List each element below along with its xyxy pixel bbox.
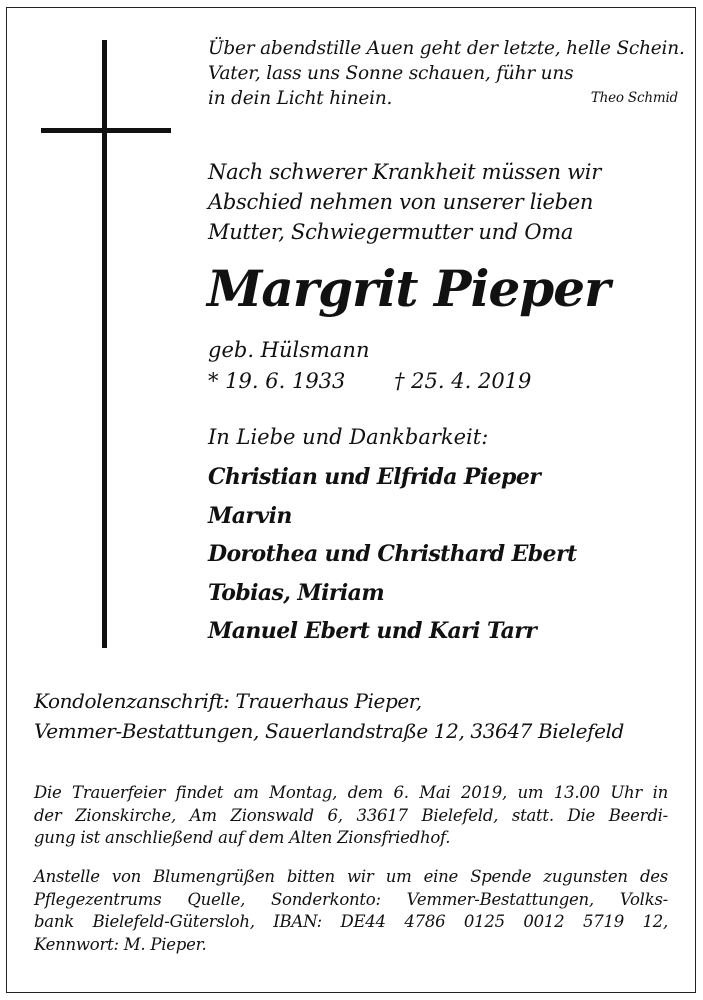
birth-name: geb. Hülsmann	[208, 338, 370, 362]
donation-line: Pflegezentrums Quelle, Sonderkonto: Vemmer-Bestattungen, Volks-	[34, 889, 668, 909]
death-date: † 25. 4. 2019	[394, 369, 532, 393]
mourner-entry: Manuel Ebert und Kari Tarr	[208, 618, 537, 644]
intro-line: Abschied nehmen von unserer lieben	[208, 190, 594, 214]
funeral-line: der Zionskirche, Am Zionswald 6, 33617 Bielefeld, statt. Die Beerdi-	[34, 805, 668, 825]
mourner-entry: Christian und Elfrida Pieper	[208, 464, 541, 490]
mourner-entry: Marvin	[208, 502, 292, 529]
donation-line: Kennwort: M. Pieper.	[34, 934, 207, 954]
birth-date: * 19. 6. 1933	[208, 369, 346, 393]
poem-line: Über abendstille Auen geht der letzte, helle Schein.	[208, 38, 685, 59]
intro-line: Nach schwerer Krankheit müssen wir	[208, 160, 601, 184]
poem-author: Theo Schmid	[590, 90, 678, 106]
mourners-list	[208, 458, 577, 651]
funeral-line: Die Trauerfeier findet am Montag, dem 6. Mai 2019, um 13.00 Uhr in	[34, 783, 668, 802]
thanks-heading: In Liebe und Dankbarkeit:	[208, 425, 489, 449]
poem-line: Vater, lass uns Sonne schauen, führ uns	[208, 63, 574, 84]
funeral-info	[34, 782, 668, 850]
cross-icon-bar	[41, 128, 171, 133]
donation-line: Anstelle von Blumengrüßen bitten wir um eine Spende zugunsten des	[34, 867, 668, 886]
address-line: Kondolenzanschrift: Trauerhaus Pieper,	[34, 689, 422, 713]
donation-line: bank Bielefeld-Gütersloh, IBAN: DE44 4786 0125 0012 5719 12,	[34, 912, 668, 931]
address-line: Vemmer-Bestattungen, Sauerlandstraße 12, 33647 Bielefeld	[34, 719, 624, 743]
funeral-line: gung ist anschließend auf dem Alten Zionsfriedhof.	[34, 828, 451, 847]
deceased-name: Margrit Pieper	[207, 259, 610, 318]
donation-info	[34, 866, 668, 956]
condolence-address	[34, 686, 624, 746]
poem-line: in dein Licht hinein.	[208, 88, 393, 109]
mourner-entry: Dorothea und Christhard Ebert	[208, 541, 577, 567]
mourner-entry: Tobias, Miriam	[208, 579, 385, 606]
life-dates	[208, 369, 532, 393]
intro-text	[208, 157, 601, 247]
intro-line: Mutter, Schwiegermutter und Oma	[208, 220, 574, 244]
poem	[208, 36, 685, 111]
